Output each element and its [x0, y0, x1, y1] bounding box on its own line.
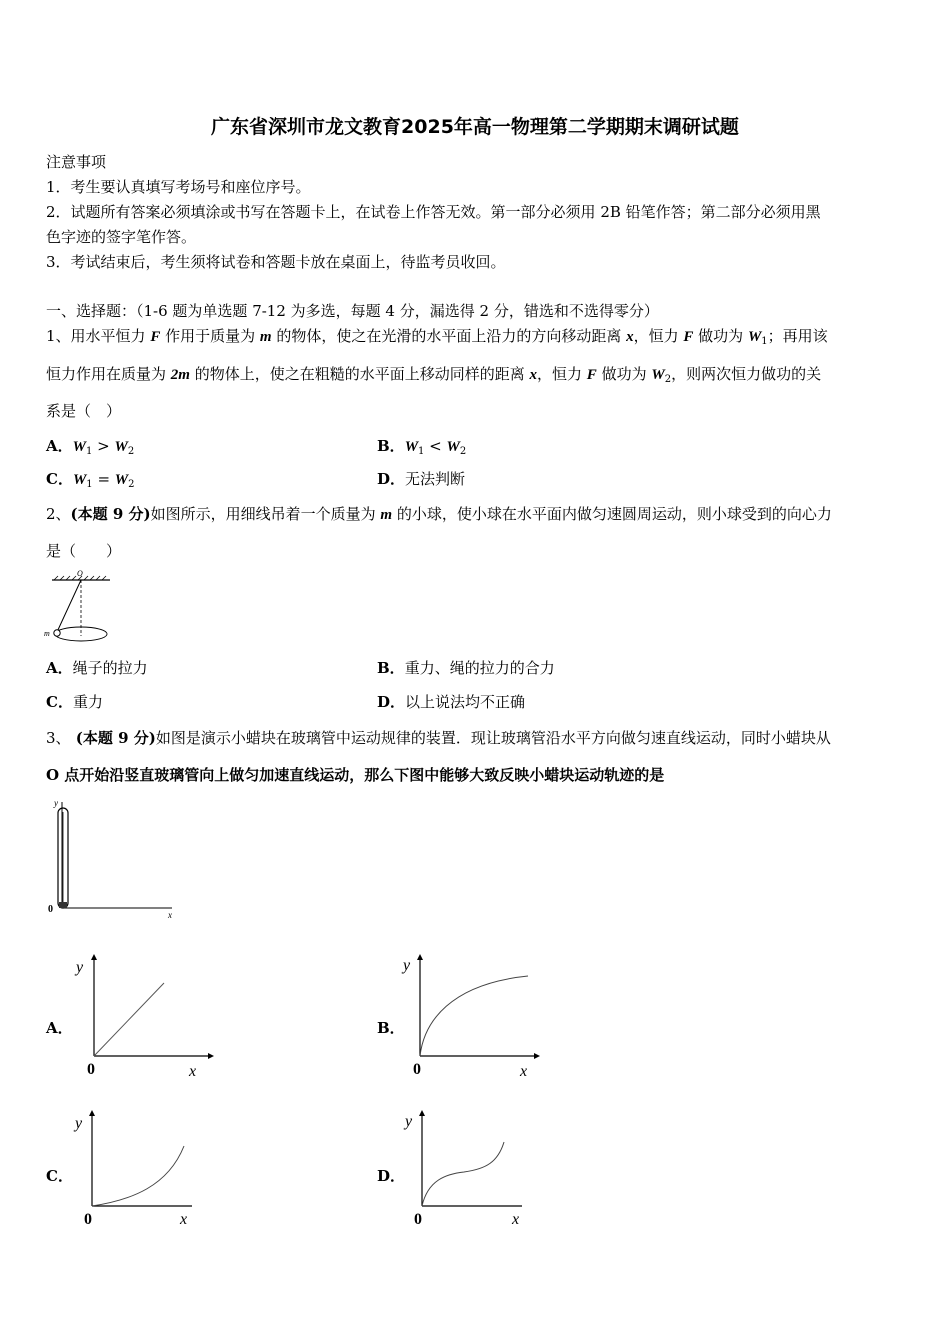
- notice-item-3: 3．考试结束后，考生须将试卷和答题卡放在桌面上，待监考员收回。: [46, 253, 506, 271]
- trajectory-curve: [94, 983, 164, 1056]
- origin-label: 0: [414, 1211, 422, 1228]
- y-label: y: [75, 1115, 83, 1132]
- q1-line-3: 系是（ ）: [46, 402, 122, 420]
- x-label: x: [520, 1063, 528, 1080]
- q1-line-1: 1、用水平恒力 F 作用于质量为 m 的物体，使之在光滑的水平面上沿力的方向移动距离 x，恒力 F 做功为 $W_1$；再用该: [46, 327, 828, 347]
- q1-option-b: B．$W_1 < W_2$: [377, 437, 467, 457]
- q2-option-b: B．重力、绳的拉力的合力: [377, 659, 555, 677]
- trajectory-curve: [92, 1146, 184, 1206]
- q2-pendulum-figure: [44, 570, 114, 648]
- y-label: y: [405, 1113, 413, 1130]
- q1-option-a: A．$W_1 > W_2$: [46, 437, 135, 457]
- q3-option-d-graph: [402, 1108, 542, 1232]
- x-label: x: [189, 1063, 197, 1080]
- q2-option-c: C．重力: [46, 693, 103, 711]
- q3-option-b-graph: [400, 952, 540, 1082]
- wax-block: [59, 902, 67, 908]
- origin-label: 0: [84, 1211, 92, 1228]
- q3-option-b-label: B．: [377, 1019, 405, 1037]
- q3-option-a-label: A．: [46, 1019, 73, 1037]
- q1-option-d: D．无法判断: [377, 470, 466, 488]
- trajectory-curve: [420, 976, 528, 1056]
- mass-m-label: m: [44, 629, 50, 638]
- origin-label: 0: [413, 1061, 421, 1078]
- notice-item-2: 2．试题所有答案必须填涂或书写在答题卡上，在试卷上作答无效。第一部分必须用 2B 铅笔作答；第二部分必须用黑: [46, 203, 821, 221]
- point-o-label: O: [77, 569, 83, 578]
- y-arrow: [89, 1110, 95, 1116]
- string-line: [57, 580, 81, 632]
- x-arrow: [208, 1053, 214, 1059]
- q3-option-d-label: D．: [377, 1167, 406, 1185]
- ball: [54, 630, 60, 636]
- origin-label: 0: [87, 1061, 95, 1078]
- q3-tube-figure: [44, 796, 184, 924]
- x-label: x: [168, 910, 172, 920]
- y-arrow: [419, 1110, 425, 1116]
- y-label: y: [76, 959, 84, 976]
- q3-option-a-graph: [74, 952, 214, 1082]
- q3-line-1: 3、 (本题 9 分)如图是演示小蜡块在玻璃管中运动规律的装置．现让玻璃管沿水平方向做匀速直线运动，同时小蜡块从: [46, 729, 831, 747]
- q1-line-2: 恒力作用在质量为 2m 的物体上，使之在粗糙的水平面上移动同样的距离 x，恒力 F 做功为 $W_2$，则两次恒力做功的关: [46, 365, 822, 385]
- q1-option-c: C．$W_1 = W_2$: [46, 470, 135, 490]
- q3-option-c-label: C．: [46, 1167, 73, 1185]
- x-label: x: [512, 1211, 520, 1228]
- q3-option-c-graph: [72, 1108, 212, 1232]
- page-title: 广东省深圳市龙文教育2025年高一物理第二学期期末调研试题: [211, 116, 739, 138]
- notice-item-1: 1．考生要认真填写考场号和座位序号。: [46, 178, 311, 196]
- q2-option-a: A．绳子的拉力: [46, 659, 148, 677]
- y-arrow: [417, 954, 423, 960]
- y-label: y: [54, 798, 58, 808]
- trajectory-curve: [422, 1142, 504, 1206]
- x-label: x: [180, 1211, 188, 1228]
- notice-heading: 注意事项: [46, 153, 107, 171]
- origin-label: 0: [48, 904, 53, 915]
- y-arrow: [91, 954, 97, 960]
- notice-item-2-cont: 色字迹的签字笔作答。: [46, 228, 197, 246]
- section-heading: 一、选择题：（1-6 题为单选题 7-12 为多选，每题 4 分，漏选得 2 分，错选和不选得零分）: [46, 302, 659, 320]
- q2-option-d: D．以上说法均不正确: [377, 693, 526, 711]
- q3-line-2: O 点开始沿竖直玻璃管向上做匀加速直线运动，那么下图中能够大致反映小蜡块运动轨迹的是: [46, 766, 665, 784]
- circular-path: [55, 627, 107, 641]
- q2-line-2: 是（ ）: [46, 542, 122, 560]
- y-label: y: [403, 957, 411, 974]
- x-arrow: [534, 1053, 540, 1059]
- q2-line-1: 2、(本题 9 分)如图所示，用细线吊着一个质量为 m 的小球，使小球在水平面内做匀速圆周运动，则小球受到的向心力: [46, 505, 832, 523]
